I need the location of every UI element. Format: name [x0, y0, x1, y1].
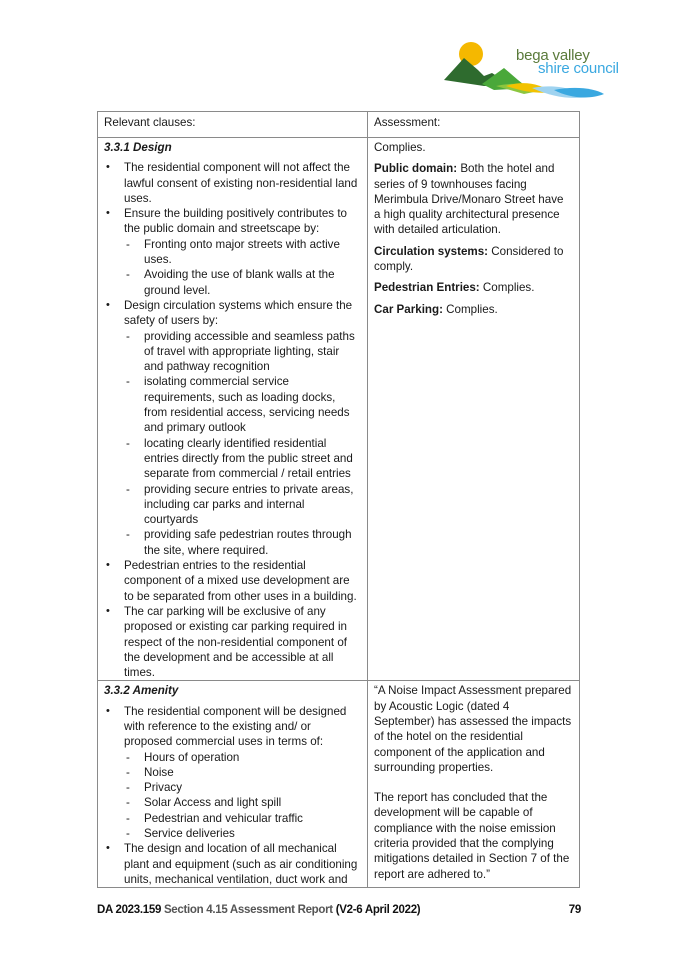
list-item: • The residential component will be designed with reference to the existing and/ or proposed commercial uses in terms of: - Hours of operation - Noise - Privacy - Solar Access and light spill - Pedestrian and vehicular traffic - Service deliveries: [104, 704, 361, 842]
list-item: • Design circulation systems which ensure the safety of users by: - providing accessible and seamless paths of travel with appropriate lighting, stair and pathway recognition - isolating commercial service requirements, such as loading docks, from residential access, servicing needs and primary outlook - locating clearly identified residential entries directly from the public street and separate from commercial / retail entries - providing secure entries to private areas, including car parks and internal courtyards - providing safe pedestrian routes through the site, where required.: [104, 298, 361, 558]
council-logo-text: [516, 49, 619, 75]
list-item: • Pedestrian entries to the residential component of a mixed use development are to be separated from other uses in a building.: [104, 558, 361, 604]
logo-line-2: shire council: [538, 60, 619, 77]
list-item: • The car parking will be exclusive of any proposed or existing car parking required in respect of the non-residential component of the development and be accessible at all times.: [104, 604, 361, 680]
sub-list-item: - isolating commercial service requirements, such as loading docks, from residential access, servicing needs and primary outlook: [124, 374, 361, 435]
table-header-row: [98, 112, 580, 138]
clause-list: [104, 704, 361, 888]
sub-list-item: - providing secure entries to private areas, including car parks and internal courtyards: [124, 482, 361, 528]
list-item: • Ensure the building positively contributes to the public domain and streetscape by: - Fronting onto major streets with active uses. - Avoiding the use of blank walls at the ground level.: [104, 206, 361, 298]
assessment-table: [97, 111, 580, 888]
assessment-public-domain: Public domain: Both the hotel and series of 9 townhouses facing Merimbula Drive/Monaro Street have a high quality architectural presence with detailed articulation.: [374, 162, 564, 237]
sub-list-item: - Hours of operation: [124, 750, 361, 765]
sub-list-item: - Noise: [124, 765, 361, 780]
list-item: • The design and location of all mechanical plant and equipment (such as air conditioning units, mechanical ventilation, duct work and: [104, 841, 361, 887]
page-number: 79: [568, 904, 581, 916]
sub-list-item: - Fronting onto major streets with active uses.: [124, 237, 361, 268]
assessment-noise-paragraph-2: The report has concluded that the development will be capable of compliance with the noise emission criteria provided that the complying mitigations detailed in Section 7 of the report are adhered to.”: [374, 791, 570, 881]
section-title: 3.3.2 Amenity: [104, 684, 179, 698]
section-title: 3.3.1 Design: [104, 141, 172, 154]
assessment-cell-design: [368, 138, 580, 681]
sub-list-item: - Pedestrian and vehicular traffic: [124, 811, 361, 826]
footer-doc-id: DA 2023.159: [97, 904, 162, 916]
assessment-complies: Complies.: [374, 141, 426, 154]
sub-list: [124, 329, 361, 558]
sub-list-item: - Privacy: [124, 780, 361, 795]
footer-title: Section 4.15 Assessment Report: [161, 904, 333, 916]
logo-line-1: bega valley: [516, 47, 590, 64]
sub-list-item: - Service deliveries: [124, 826, 361, 841]
assessment-pedestrian-entries: Pedestrian Entries: Complies.: [374, 281, 535, 295]
assessment-circulation-systems: Circulation systems: Considered to comply.: [374, 244, 564, 274]
assessment-car-parking: Car Parking: Complies.: [374, 302, 498, 316]
sub-list-item: - locating clearly identified residential entries directly from the public street and separate from commercial / retail entries: [124, 436, 361, 482]
table-row: [98, 138, 580, 681]
page-footer: [97, 904, 581, 916]
assessment-cell-amenity: [368, 681, 580, 888]
sub-list: [124, 237, 361, 298]
sub-list-item: - Solar Access and light spill: [124, 795, 361, 810]
footer-version: (V2-6 April 2022): [332, 904, 421, 916]
sub-list: [124, 750, 361, 842]
header-assessment: Assessment:: [368, 112, 580, 138]
table-row: [98, 681, 580, 888]
header-relevant-clauses: Relevant clauses:: [98, 112, 368, 138]
clauses-cell-design: [98, 138, 368, 681]
sub-list-item: - Avoiding the use of blank walls at the ground level.: [124, 267, 361, 298]
sub-list-item: - providing safe pedestrian routes through the site, where required.: [124, 527, 361, 558]
sub-list-item: - providing accessible and seamless paths of travel with appropriate lighting, stair and pathway recognition: [124, 329, 361, 375]
list-item: • The residential component will not affect the lawful consent of existing non-residential land uses.: [104, 160, 361, 206]
clause-list: [104, 160, 361, 680]
clauses-cell-amenity: [98, 681, 368, 888]
assessment-noise-paragraph-1: “A Noise Impact Assessment prepared by Acoustic Logic (dated 4 September) has assessed the impacts of the hotel on the residential component of the application and surrounding properties.: [374, 684, 572, 774]
